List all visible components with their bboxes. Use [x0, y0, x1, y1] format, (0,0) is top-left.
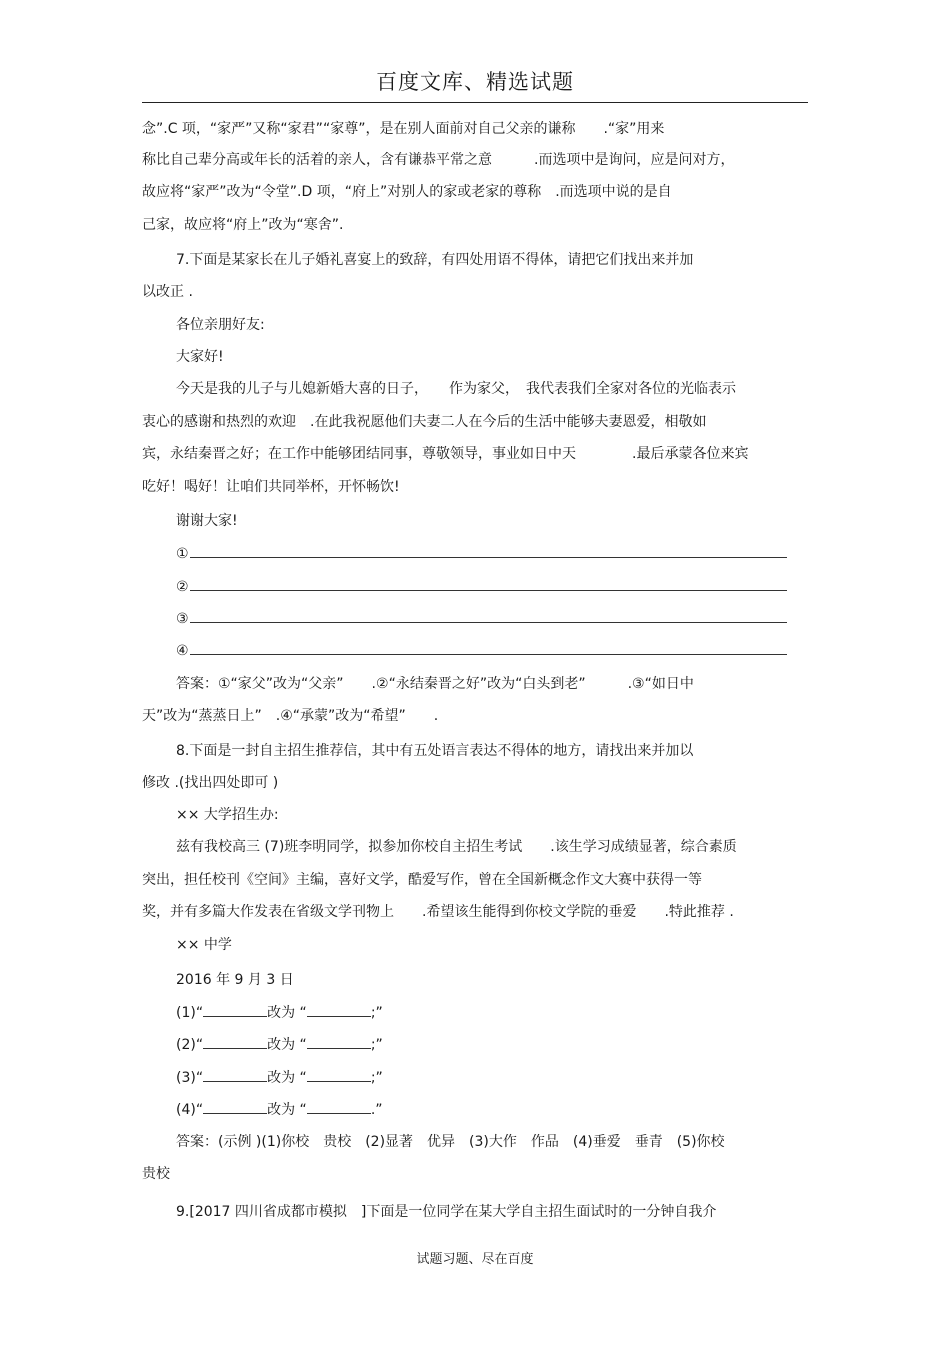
- text-line: 兹有我校高三 (7)班李明同学，拟参加你校自主招生考试 .该生学习成绩显著，综合素质: [176, 839, 737, 855]
- fill-blank[interactable]: [307, 1068, 371, 1082]
- fill-item[interactable]: (1)“ 改为 “ ;”: [176, 1005, 383, 1021]
- text-line: 衷心的感谢和热烈的欢迎 .在此我祝愿他们夫妻二人在今后的生活中能够夫妻恩爱，相敬如: [142, 414, 707, 430]
- text-line: 今天是我的儿子与儿媳新婚大喜的日子， 作为家父， 我代表我们全家对各位的光临表示: [176, 381, 736, 397]
- answer-text: 答案：(示例 )(1)你校 贵校 (2)显著 优异 (3)大作 作品 (4)垂爱 垂青 (5)你校: [176, 1134, 725, 1150]
- text-line: 以改正 .: [142, 284, 193, 300]
- letter-closing: 谢谢大家!: [176, 513, 238, 529]
- answer-blank-number: ④: [176, 643, 189, 659]
- text-line: 修改 .(找出四处即可 ): [142, 775, 279, 791]
- fill-blank[interactable]: [203, 1035, 267, 1049]
- question-7-stem: 7.下面是某家长在儿子婚礼喜宴上的致辞，有四处用语不得体，请把它们找出来并加: [176, 252, 694, 268]
- answer-blank-line[interactable]: [176, 640, 816, 661]
- page-footer: 试题习题、尽在百度: [416, 1252, 534, 1267]
- answer-blank-number: ①: [176, 546, 189, 562]
- fill-item[interactable]: (3)“ 改为 “ ;”: [176, 1070, 383, 1086]
- fill-blank[interactable]: [203, 1003, 267, 1017]
- answer-blank-line[interactable]: [176, 543, 816, 564]
- text-line: 故应将“家严”改为“令堂”.D 项，“府上”对别人的家或老家的尊称 .而选项中说的是自: [142, 184, 672, 200]
- letter-date: 2016 年 9 月 3 日: [176, 972, 294, 988]
- answer-text: 答案：①“家父”改为“父亲” .②“永结秦晋之好”改为“白头到老” .③“如日中: [176, 676, 694, 692]
- letter-recipient: ×× 大学招生办:: [176, 807, 279, 823]
- letter-signature: ×× 中学: [176, 937, 232, 953]
- fill-blank[interactable]: [203, 1100, 267, 1114]
- text-line: 吃好！喝好！让咱们共同举杯，开怀畅饮!: [142, 479, 400, 495]
- question-8-stem: 8.下面是一封自主招生推荐信，其中有五处语言表达不得体的地方，请找出来并加以: [176, 743, 694, 759]
- answer-blank-number: ②: [176, 579, 189, 595]
- text-line: 宾，永结秦晋之好；在工作中能够团结同事，尊敬领导，事业如日中天 .最后承蒙各位来宾: [142, 446, 749, 462]
- answer-blank-number: ③: [176, 611, 189, 627]
- text-line: 念”.C 项，“家严”又称“家君”“家尊”，是在别人面前对自己父亲的谦称 .“家”用来: [142, 121, 665, 137]
- answer-blank-line[interactable]: [176, 608, 816, 629]
- fill-blank[interactable]: [307, 1003, 371, 1017]
- fill-item[interactable]: (2)“ 改为 “ ;”: [176, 1037, 383, 1053]
- answer-text: 贵校: [142, 1166, 170, 1182]
- letter-salutation: 各位亲朋好友:: [176, 317, 265, 333]
- page-header-title: 百度文库、精选试题: [142, 66, 808, 103]
- fill-item[interactable]: (4)“ 改为 “ .”: [176, 1102, 383, 1118]
- text-line: 己家，故应将“府上”改为“寒舍”.: [142, 217, 344, 233]
- answer-blank-line[interactable]: [176, 576, 816, 597]
- fill-blank[interactable]: [307, 1100, 371, 1114]
- text-line: 称比自己辈分高或年长的活着的亲人，含有谦恭平常之意 .而选项中是询问，应是问对方，: [142, 152, 735, 168]
- fill-blank[interactable]: [307, 1035, 371, 1049]
- question-9-stem: 9.[2017 四川省成都市模拟 ]下面是一位同学在某大学自主招生面试时的一分钟自我介: [176, 1204, 717, 1220]
- fill-blank[interactable]: [203, 1068, 267, 1082]
- text-line: 奖，并有多篇大作发表在省级文学刊物上 .希望该生能得到你校文学院的垂爱 .特此推荐 .: [142, 904, 734, 920]
- text-line: 突出，担任校刊《空间》主编，喜好文学，酷爱写作，曾在全国新概念作文大赛中获得一等: [142, 872, 702, 888]
- answer-text: 天”改为“蒸蒸日上” .④“承蒙”改为“希望” .: [142, 708, 439, 724]
- letter-greeting: 大家好!: [176, 349, 224, 365]
